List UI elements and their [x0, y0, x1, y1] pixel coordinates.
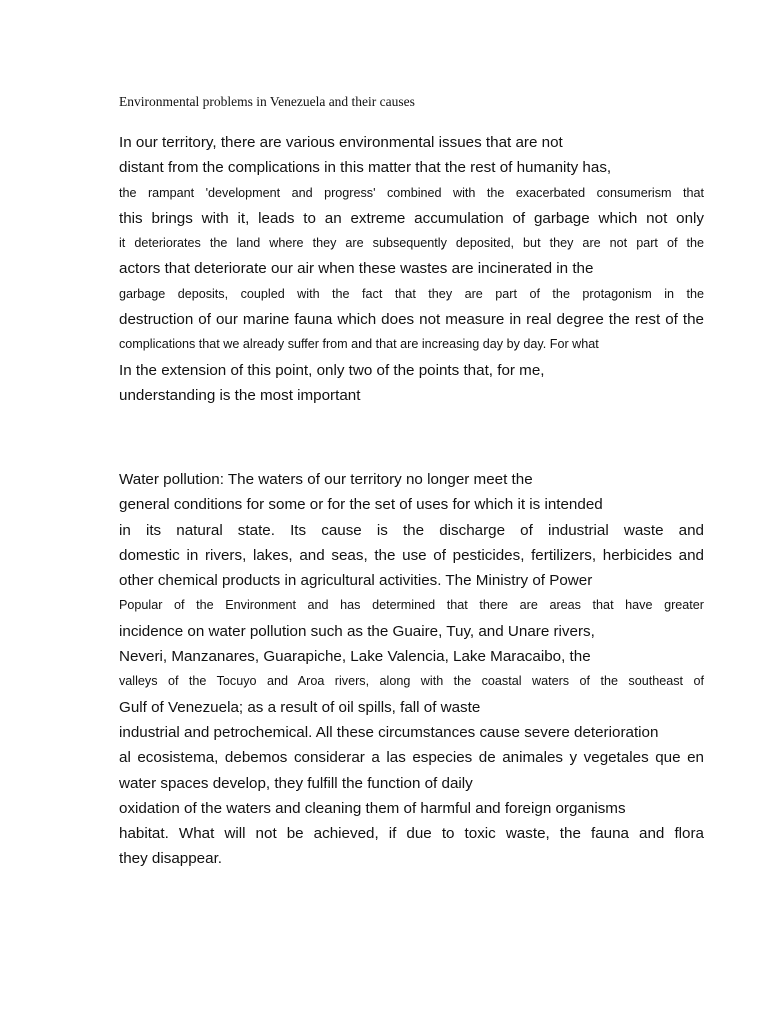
text-line: industrial and petrochemical. All these circumstances cause severe deterioration [119, 723, 659, 741]
text-line: other chemical products in agricultural activities. The Ministry of Power [119, 572, 593, 590]
text-line: garbage deposits, coupled with the fact that they are part of the protagonism in the [119, 286, 704, 301]
text-line: distant from the complications in this matter that the rest of humanity has, [119, 159, 612, 177]
text-line: In our territory, there are various environmental issues that are not [119, 134, 563, 151]
text-line: in its natural state. Its cause is the discharge of industrial waste and [119, 521, 704, 539]
text-line: oxidation of the waters and cleaning them of harmful and foreign organisms [119, 799, 626, 817]
text-line: general conditions for some or for the set of uses for which it is intended [119, 496, 603, 514]
text-line: al ecosistema, debemos considerar a las especies de animales y vegetales que en [119, 749, 704, 767]
text-line: actors that deteriorate our air when these wastes are incinerated in the [119, 260, 594, 278]
paragraph-water-pollution [119, 467, 704, 872]
text-line: Neveri, Manzanares, Guarapiche, Lake Valencia, Lake Maracaibo, the [119, 648, 591, 666]
text-line: destruction of our marine fauna which does not measure in real degree the rest of the [119, 311, 704, 329]
text-line: habitat. What will not be achieved, if due to toxic waste, the fauna and flora [119, 825, 704, 843]
text-line: In the extension of this point, only two of the points that, for me, [119, 361, 545, 379]
document-title: Environmental problems in Venezuela and their causes [119, 94, 415, 109]
text-line: domestic in rivers, lakes, and seas, the use of pesticides, fertilizers, herbicides and [119, 546, 704, 564]
paragraph-intro [119, 130, 704, 408]
text-line: understanding is the most important [119, 386, 361, 404]
text-line: they disappear. [119, 850, 223, 868]
text-line: Popular of the Environment and has determined that there are areas that have greater [119, 598, 704, 613]
text-line: incidence on water pollution such as the Guaire, Tuy, and Unare rivers, [119, 622, 595, 640]
text-line: water spaces develop, they fulfill the function of daily [119, 774, 473, 792]
text-line: it deteriorates the land where they are subsequently deposited, but they are not part of the [119, 236, 704, 251]
text-line: Gulf of Venezuela; as a result of oil spills, fall of waste [119, 698, 481, 716]
text-line: the rampant 'development and progress' combined with the exacerbated consumerism that [119, 185, 704, 200]
text-line: this brings with it, leads to an extreme accumulation of garbage which not only [119, 209, 704, 227]
text-line: complications that we already suffer from and that are increasing day by day. For what [119, 337, 599, 352]
text-line: Water pollution: The waters of our territory no longer meet the [119, 471, 533, 488]
text-line: valleys of the Tocuyo and Aroa rivers, along with the coastal waters of the southeast of [119, 674, 704, 689]
